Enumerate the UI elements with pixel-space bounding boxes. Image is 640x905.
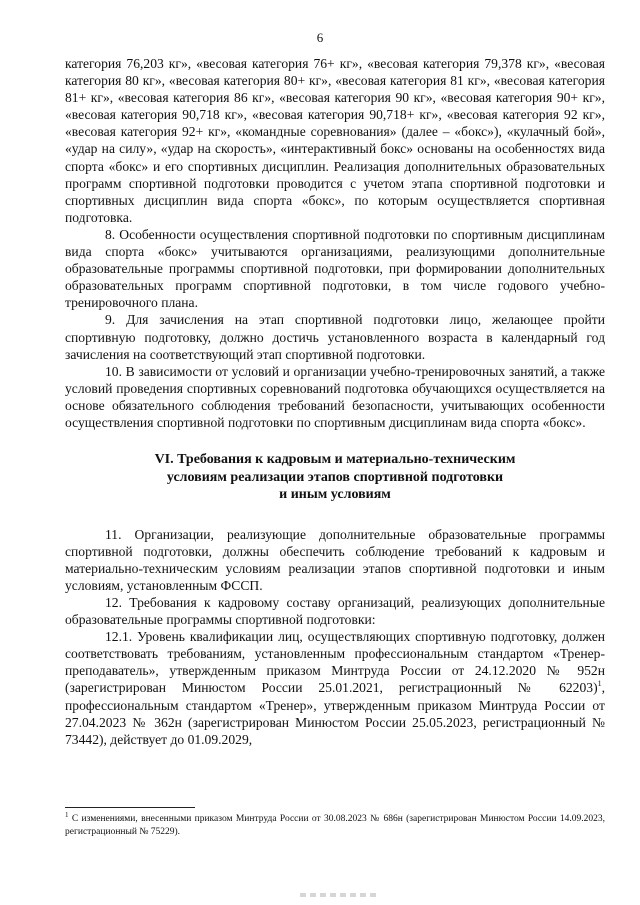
scan-artifact [300,893,380,897]
section-heading-line-1: VI. Требования к кадровым и материально-техническим [154,452,516,468]
document-body [65,55,605,748]
paragraph-12-1-part-a: 12.1. Уровень квалификации лиц, осуществляющих спортивную подготовку, должен соответствовать требованиям, установленным профессиональным стандартом «Тренер-преподаватель», утвержденным приказом Минтруда России от 24.12.2020 № 952н (зарегистрирован Минюстом России 25.01.2021, регистрационный № 62203) [65,629,605,696]
footnote-divider [65,807,195,808]
paragraph-12: 12. Требования к кадровому составу организаций, реализующих дополнительные образовательные программы спортивной подготовки: [65,594,605,628]
footnote-marker: 1 [65,811,69,819]
paragraph-9: 9. Для зачисления на этап спортивной подготовки лицо, желающее пройти спортивную подготовку, должно достичь установленного возраста в календарный год зачисления на соответствующий этап спортивной подготовки. [65,312,605,362]
paragraph-11: 11. Организации, реализующие дополнительные образовательные программы спортивной подготовки, должны обеспечить соблюдение требований к кадровым и материально-техническим условиям реализации этапов спортивной подготовки и иным условиям, установленным ФССП. [65,526,605,593]
paragraph-12-1-part-b: , профессиональным стандартом «Тренер», утвержденным приказом Минтруда России от 27.04.2023 № 362н (зарегистрирован Минюстом России 25.05.2023, регистрационный № 73442), действует до 01.09.2029, [65,680,605,747]
paragraph-8: 8. Особенности осуществления спортивной подготовки по спортивным дисциплинам вида спорта «бокс» учитываются организациями, реализующими дополнительные образовательные программы спортивной подготовки, при формировании дополнительных образовательных программ спортивной подготовки, в том числе годового учебно-тренировочного плана. [65,226,605,311]
paragraph-7-continuation: категория 76,203 кг», «весовая категория 76+ кг», «весовая категория 79,378 кг», «весовая категория 80 кг», «весовая категория 80+ кг», «весовая категория 81 кг», «весовая категория 81+ кг», «весовая категория 86 кг», «весовая категория 90 кг», «весовая категория 90+ кг», «весовая категория 90,718 кг», «весовая категория 90,718+ кг», «весовая категория 92 кг», «весовая категория 92+ кг», «командные соревнования» (далее – «бокс»), «кулачный бой», «удар на силу», «удар на скорость», «интерактивный бокс» основаны на особенностях вида спорта «бокс» и его спортивных дисциплин. Реализация дополнительных образовательных программ спортивной подготовки проводится с учетом этапа спортивной подготовки и спортивных дисциплин вида спорта «бокс», по которым осуществляется спортивная подготовка. [65,56,605,225]
section-heading [65,451,605,504]
footnote [65,813,605,839]
page-number: 6 [316,30,324,45]
paragraph-12-1 [65,628,605,748]
section-heading-line-2: условиям реализации этапов спортивной подготовки [166,469,504,485]
section-heading-line-3: и иным условиям [279,487,391,503]
footnote-text: С изменениями, внесенными приказом Минтруда России от 30.08.2023 № 686н (зарегистрирован Минюстом России 14.09.2023, регистрационный № 75229). [65,814,605,837]
paragraph-10: 10. В зависимости от условий и организации учебно-тренировочных занятий, а также условий проведения спортивных соревнований подготовка обучающихся осуществляется на основе обязательного соблюдения требований безопасности, учитывающих особенности осуществления спортивной подготовки по спортивным дисциплинам вида спорта «бокс». [65,363,605,430]
footnote-reference[interactable]: 1 [597,679,602,689]
